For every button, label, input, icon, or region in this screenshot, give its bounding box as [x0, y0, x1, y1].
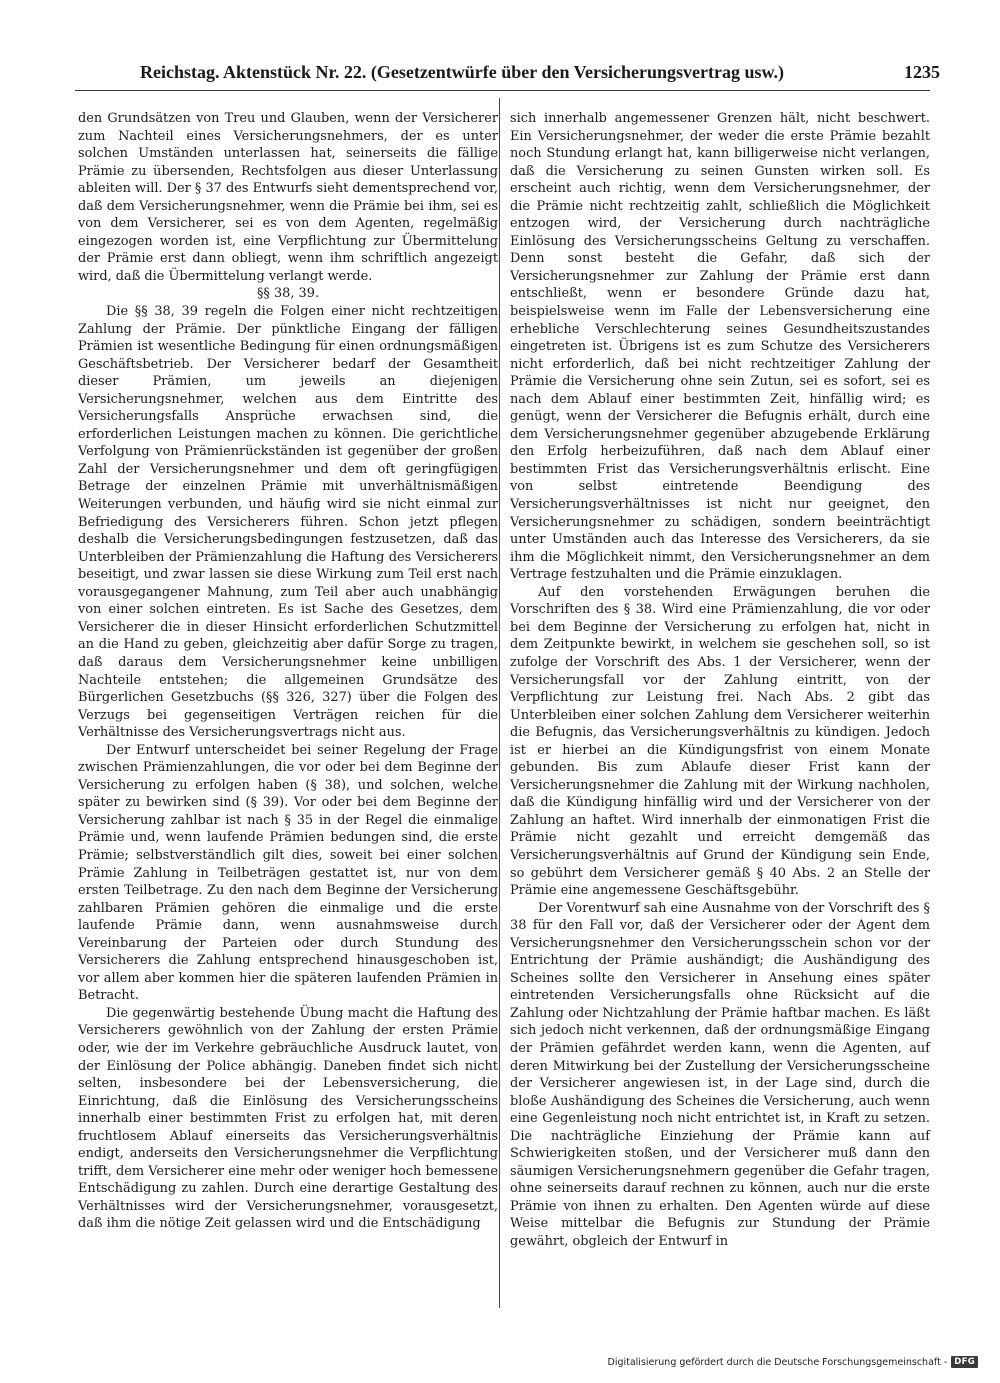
- paragraph: den Grundsätzen von Treu und Glauben, wenn der Versicherer zum Nachteil eines Versicherungsnehmers, der es unter solchen Umständen unterlassen hat, seinerseits die fällige Prämie zu übersenden, Rechtsfolgen aus dieser Unterlassung ableiten will. Der § 37 des Entwurfs sieht dementsprechend vor, daß dem Versicherungsnehmer, wenn die Prämie bei ihm, sei es von dem Versicherer, sei es von dem Agenten, regelmäßig eingezogen worden ist, eine Verpflichtung zur Übermittelung der Prämie erst dann obliegt, wenn ihm schriftlich angezeigt wird, daß die Übermittelung verlangt werde.: [78, 111, 498, 284]
- header-rule: [75, 90, 930, 91]
- page-header: [60, 60, 940, 88]
- dfg-logo: DFG: [951, 1356, 978, 1368]
- footer-text: Digitalisierung gefördert durch die Deutsche Forschungsgemeinschaft -: [607, 1356, 948, 1368]
- paragraph: Die §§ 38, 39 regeln die Folgen einer nicht rechtzeitigen Zahlung der Prämie. Der pünktliche Eingang der fälligen Prämien ist wesentliche Bedingung für einen ordnungsmäßigen Geschäftsbetrieb. Der Versicherer bedarf der Gesamtheit dieser Prämien, um jeweils an diejenigen Versicherungsnehmer, welchen aus dem Eintritte des Versicherungsfalls Ansprüche erwachsen sind, die erforderlichen Leistungen machen zu können. Die gerichtliche Verfolgung von Prämienrückständen ist gegenüber der großen Zahl der Versicherungsnehmer und dem oft geringfügigen Betrage der einzelnen Prämie mit unverhältnismäßigen Weiterungen verbunden, und häufig wird sie nicht einmal zur Befriedigung des Versicherers führen. Schon jetzt pflegen deshalb die Versicherungsbedingungen festzusetzen, daß das Unterbleiben der Prämienzahlung die Haftung des Versicherers beseitigt, und zwar lassen sie diese Wirkung zum Teil erst nach vorausgegangener Mahnung, zum Teil aber auch unabhängig von einer solchen eintreten. Es ist Sache des Gesetzes, dem Versicherer die in dieser Hinsicht erforderlichen Schutzmittel an die Hand zu geben, gleichzeitig aber dafür Sorge zu tragen, daß daraus dem Versicherungsnehmer keine unbilligen Nachteile entstehen; die allgemeinen Grundsätze des Bürgerlichen Gesetzbuchs (§§ 326, 327) über die Folgen des Verzugs bei gegenseitigen Verträgen reichen für die Verhältnisse des Versicherungsvertrags nicht aus.: [78, 304, 498, 741]
- section-heading: §§ 38, 39.: [256, 286, 320, 302]
- left-column: [78, 110, 498, 1233]
- paragraph: Auf den vorstehenden Erwägungen beruhen die Vorschriften des § 38. Wird eine Prämienzahlung, die vor oder bei dem Beginne der Versicherung zu erfolgen hat, nicht in dem Zeitpunkte bewirkt, in welchem sie geschehen soll, so ist zufolge der Vorschrift des Abs. 1 der Versicherer, wenn der Versicherungsfall vor der Zahlung eintritt, von der Verpflichtung zur Leistung frei. Nach Abs. 2 gibt das Unterbleiben einer solchen Zahlung dem Versicherer weiterhin die Befugnis, das Versicherungsverhältnis zu kündigen. Jedoch ist er hierbei an die Kündigungsfrist von einem Monate gebunden. Bis zum Ablaufe dieser Frist kann der Versicherungsnehmer die Zahlung mit der Wirkung nachholen, daß die Kündigung hinfällig wird und der Versicherer von der Zahlung an haftet. Wird innerhalb der einmonatigen Frist die Prämie nicht gezahlt und erreicht demgemäß das Versicherungsverhältnis auf Grund der Kündigung sein Ende, so gebührt dem Versicherer gemäß § 40 Abs. 2 an Stelle der Prämie eine angemessene Geschäftsgebühr.: [510, 584, 930, 899]
- paragraph: sich innerhalb angemessener Grenzen hält, nicht beschwert. Ein Versicherungsnehmer, der weder die erste Prämie bezahlt noch Stundung erlangt hat, kann billigerweise nicht verlangen, daß die Versicherung zu seinen Gunsten wirken soll. Es erscheint auch richtig, wenn dem Versicherungsnehmer, der die Prämie nicht rechtzeitig zahlt, schließlich die Möglichkeit entzogen wird, der Versicherung durch nachträgliche Einlösung des Versicherungsscheins Geltung zu verschaffen. Denn sonst besteht die Gefahr, daß sich der Versicherungsnehmer zur Zahlung der Prämie erst dann entschließt, wenn er besondere Gründe dazu hat, beispielsweise wenn im Falle der Lebensversicherung eine erhebliche Verschlechterung seines Gesundheitszustandes eingetreten ist. Übrigens ist es zum Schutze des Versicherers nicht erforderlich, daß bei nicht rechtzeitiger Zahlung der Prämie die Versicherung ohne sein Zutun, sei es sofort, sei es nach dem Ablauf einer bestimmten Zeit, hinfällig wird; es genügt, wenn der Versicherer die Befugnis erhält, durch eine dem Versicherungsnehmer gegenüber abzugebende Erklärung den Erfolg herbeizuführen, daß nach dem Ablauf einer bestimmten Frist das Versicherungsverhältnis erlischt. Eine von selbst eintretende Beendigung des Versicherungsverhältnisses ist nicht nur geeignet, den Versicherungsnehmer zu schädigen, sondern beeinträchtigt unter Umständen auch das Interesse des Versicherers, da sie ihm die Möglichkeit nimmt, den Versicherungsnehmer an dem Vertrage festzuhalten und die Prämie einzuklagen.: [510, 111, 930, 583]
- paragraph: Die gegenwärtig bestehende Übung macht die Haftung des Versicherers gewöhnlich von der Zahlung der ersten Prämie oder, wie der im Verkehre gebräuchliche Ausdruck lautet, von der Einlösung der Police abhängig. Daneben findet sich nicht selten, insbesondere bei der Lebensversicherung, die Einrichtung, daß die Einlösung des Versicherungsscheins innerhalb einer bestimmten Frist zu erfolgen hat, mit deren fruchtlosem Ablauf einerseits das Versicherungsverhältnis endigt, anderseits den Versicherungsnehmer die Verpflichtung trifft, dem Versicherer eine mehr oder weniger hoch bemessene Entschädigung zu zahlen. Durch eine derartige Gestaltung des Verhältnisses wird der Versicherungsnehmer, vorausgesetzt, daß ihm die nötige Zeit gelassen wird und die Entschädigung: [78, 1005, 498, 1232]
- column-divider: [499, 98, 500, 1308]
- footer: [608, 1356, 979, 1368]
- paragraph: Der Entwurf unterscheidet bei seiner Regelung der Frage zwischen Prämienzahlungen, die vor oder bei dem Beginne der Versicherung zu erfolgen haben (§ 38), und solchen, welche später zu bewirken sind (§ 39). Vor oder bei dem Beginne der Versicherung zahlbar ist nach § 35 in der Regel die einmalige Prämie und, wenn laufende Prämien bedungen sind, die erste Prämie; selbstverständlich gilt dies, soweit bei einer solchen Prämie Zahlung in Teilbeträgen gestattet ist, nur von dem ersten Teilbetrage. Zu den nach dem Beginne der Versicherung zahlbaren Prämien gehören die einmalige und die erste laufende Prämie dann, wenn ausnahmsweise durch Vereinbarung der Parteien oder durch Stundung des Versicherers die Zahlung entsprechend hinausgeschoben ist, vor allem aber kommen hier die späteren laufenden Prämien in Betracht.: [78, 742, 498, 1004]
- right-column: [510, 110, 930, 1251]
- page-number: 1235: [904, 62, 940, 82]
- paragraph: Der Vorentwurf sah eine Ausnahme von der Vorschrift des § 38 für den Fall vor, daß der Versicherer oder der Agent dem Versicherungsnehmer den Versicherungsschein schon vor der Entrichtung der Prämie aushändigt; die Aushändigung des Scheines sollte den Versicherer in Ansehung eines später eintretenden Versicherungsfalls ohne Rücksicht auf die Zahlung oder Nichtzahlung der Prämie haftbar machen. Es läßt sich jedoch nicht verkennen, daß der ordnungsmäßige Eingang der Prämien gefährdet werden kann, wenn die Agenten, auf deren Mitwirkung bei der Zustellung der Versicherungsscheine der Versicherer angewiesen ist, in der Lage sind, durch die bloße Aushändigung des Scheines die Versicherung, auch wenn eine Gegenleistung noch nicht entrichtet ist, in Kraft zu setzen. Die nachträgliche Einziehung der Prämie kann auf Schwierigkeiten stoßen, und der Versicherer muß dann den säumigen Versicherungsnehmern gegenüber die Gefahr tragen, ohne seinerseits darauf rechnen zu können, auch nur die erste Prämie von ihnen zu erhalten. Den Agenten würde auf diese Weise mittelbar die Befugnis zur Stundung der Prämie gewährt, obgleich der Entwurf in: [510, 900, 930, 1249]
- header-title: Reichstag. Aktenstück Nr. 22. (Gesetzentwürfe über den Versicherungsvertrag usw.): [140, 62, 784, 82]
